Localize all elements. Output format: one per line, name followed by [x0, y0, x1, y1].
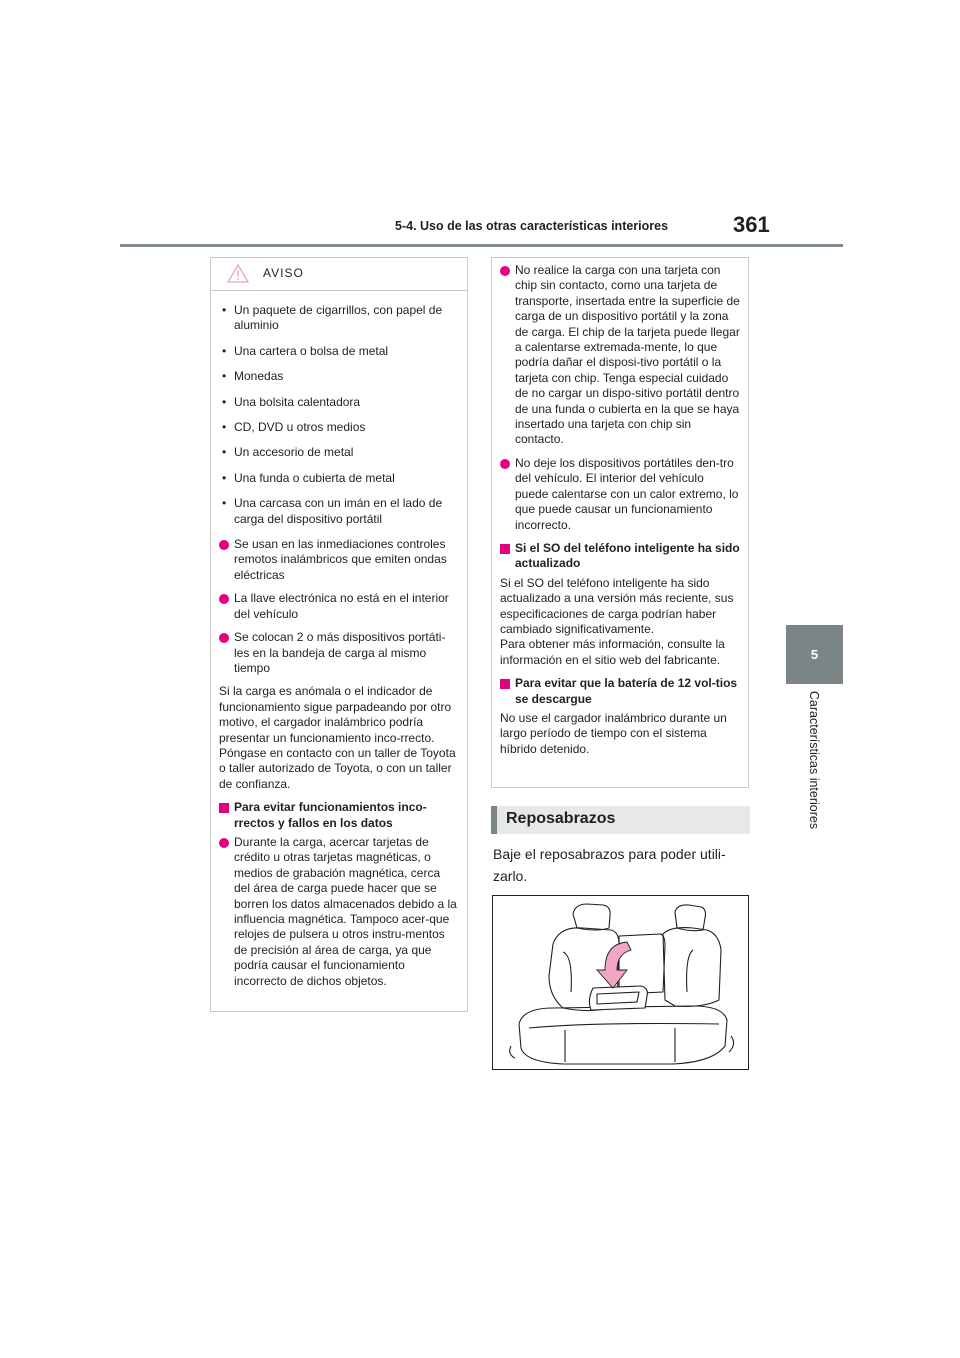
list-item-text: Se colocan 2 o más dispositivos portáti-les en la bandeja de carga al mismo tiempo — [234, 630, 446, 675]
bullet-square-icon — [219, 803, 229, 813]
section-title: Reposabrazos — [506, 810, 616, 827]
bullet-circle-icon — [500, 459, 510, 469]
subheading-text: Para evitar funcionamientos inco-rrectos y fallos en los datos — [234, 800, 427, 830]
list-item: • Un accesorio de metal — [222, 445, 354, 460]
list-item-text: La llave electrónica no está en el interior del vehículo — [234, 591, 449, 621]
page-number: 361 — [733, 212, 770, 237]
list-item-text: Se usan en las inmediaciones controles remotos inalámbricos que emiten ondas eléctricas — [234, 537, 447, 582]
list-item: • Una bolsita calentadora — [222, 394, 361, 409]
list-item: • Un paquete de cigarrillos, con papel de aluminio — [222, 303, 443, 333]
section-heading-bar — [491, 806, 750, 834]
rear-seat-armrest-icon — [493, 896, 748, 1069]
warning-body — [211, 291, 467, 989]
list-item — [500, 456, 740, 533]
list-item: • Una cartera o bolsa de metal — [222, 343, 389, 358]
subheading-text: Si el SO del teléfono inteligente ha sido actualizado — [515, 540, 740, 571]
warning-paragraph: Si la carga es anómala o el indicador de funcionamiento sigue parpadeando por otro motivo, el cargador inalámbrico podría presentar un funcionamiento inco-rrecto. Póngase en contacto con un taller de Toyota o taller autorizado de Toyota, o con un taller de confianza. — [219, 684, 456, 791]
list-item-text: Monedas — [234, 369, 284, 384]
list-item — [219, 591, 459, 622]
list-item-text: CD, DVD u otros medios — [234, 420, 366, 435]
bullet-circle-icon — [219, 633, 229, 643]
list-item-text: Un paquete de cigarrillos, con papel de aluminio — [234, 303, 443, 333]
list-item: • Una funda o cubierta de metal — [222, 470, 395, 485]
list-item: • Una carcasa con un imán en el lado de carga del dispositivo portátil — [222, 496, 443, 526]
chapter-tab-title: Características interiores — [807, 690, 821, 830]
bullet-circle-icon — [219, 594, 229, 604]
warning-box-continued — [491, 257, 749, 788]
bullet-circle-icon — [219, 540, 229, 550]
bullet-circle-icon — [219, 838, 229, 848]
paragraph: Si el SO del teléfono inteligente ha sido actualizado a una versión más reciente, sus especificaciones de carga podrían haber cambiado significativamente. — [500, 575, 734, 636]
chapter-tab[interactable] — [786, 625, 843, 684]
section-accent — [491, 806, 497, 834]
list-item-text: No realice la carga con una tarjeta con chip sin contacto, como una tarjeta de transporte, insertada entre la superficie de carga de un dispositivo portátil y la zona de carga. El chip de la tarjeta puede llegar a calentarse extremada-mente, lo que podría dañar el disposi-tivo portátil o la tarjeta con chip. Tenga especial cuidado de no cargar un dispo-sitivo portátil dentro de una funda o cubierta en la que se haya insertado una tarjeta con chip sin contacto. — [515, 263, 740, 447]
list-item: • Monedas — [222, 369, 284, 384]
list-item: • CD, DVD u otros medios — [222, 420, 366, 435]
section-header: 5-4. Uso de las otras características interiores — [395, 219, 669, 233]
subheading-text: Para evitar que la batería de 12 vol-tios se descargue — [515, 676, 738, 706]
warning-header — [211, 258, 467, 291]
warning-box — [210, 257, 468, 1012]
subheading — [500, 541, 740, 572]
list-item-text: Una carcasa con un imán en el lado de carga del dispositivo portátil — [234, 496, 443, 526]
list-item-text: Durante la carga, acercar tarjetas de crédito u otras tarjetas magnéticas, o medios de grabación magnética, cerca del área de carga puede hacer que se borren los datos almacenados debido a la influencia magnética. Tampoco acer-que relojes de pulsera u otros instru-mentos de precisión al área de carga, ya que podría causar el funcionamiento incorrecto de dichos objetos. — [234, 834, 457, 988]
list-item — [219, 630, 459, 676]
armrest-illustration — [492, 895, 749, 1070]
list-item — [500, 263, 740, 448]
paragraph: Para obtener más información, consulte la información en el sitio web del fabricante. — [500, 637, 725, 667]
subheading — [500, 676, 740, 707]
header-divider — [120, 244, 843, 247]
list-item — [219, 537, 459, 583]
list-item-text: Una funda o cubierta de metal — [234, 470, 395, 485]
bullet-square-icon — [500, 544, 510, 554]
paragraph: No use el cargador inalámbrico durante un largo período de tiempo con el sistema híbrido detenido. — [500, 710, 727, 756]
warning-triangle-icon — [227, 264, 249, 283]
subheading — [219, 800, 459, 831]
list-item-text: No deje los dispositivos portátiles den-tro del vehículo. El interior del vehículo puede calentarse con un calor extremo, lo que puede causar un funcionamiento incorrecto. — [515, 455, 739, 532]
bullet-square-icon — [500, 679, 510, 689]
warning-label: AVISO — [263, 266, 304, 280]
list-item-text: Un accesorio de metal — [234, 445, 354, 460]
bullet-circle-icon — [500, 266, 510, 276]
list-item-text: Una cartera o bolsa de metal — [234, 343, 389, 358]
chapter-tab-number: 5 — [810, 647, 819, 662]
list-item-text: Una bolsita calentadora — [234, 394, 361, 409]
list-item — [219, 835, 459, 989]
armrest-instruction: Baje el reposabrazos para poder utili-zarlo. — [493, 846, 726, 884]
down-arrow-icon — [597, 942, 631, 988]
